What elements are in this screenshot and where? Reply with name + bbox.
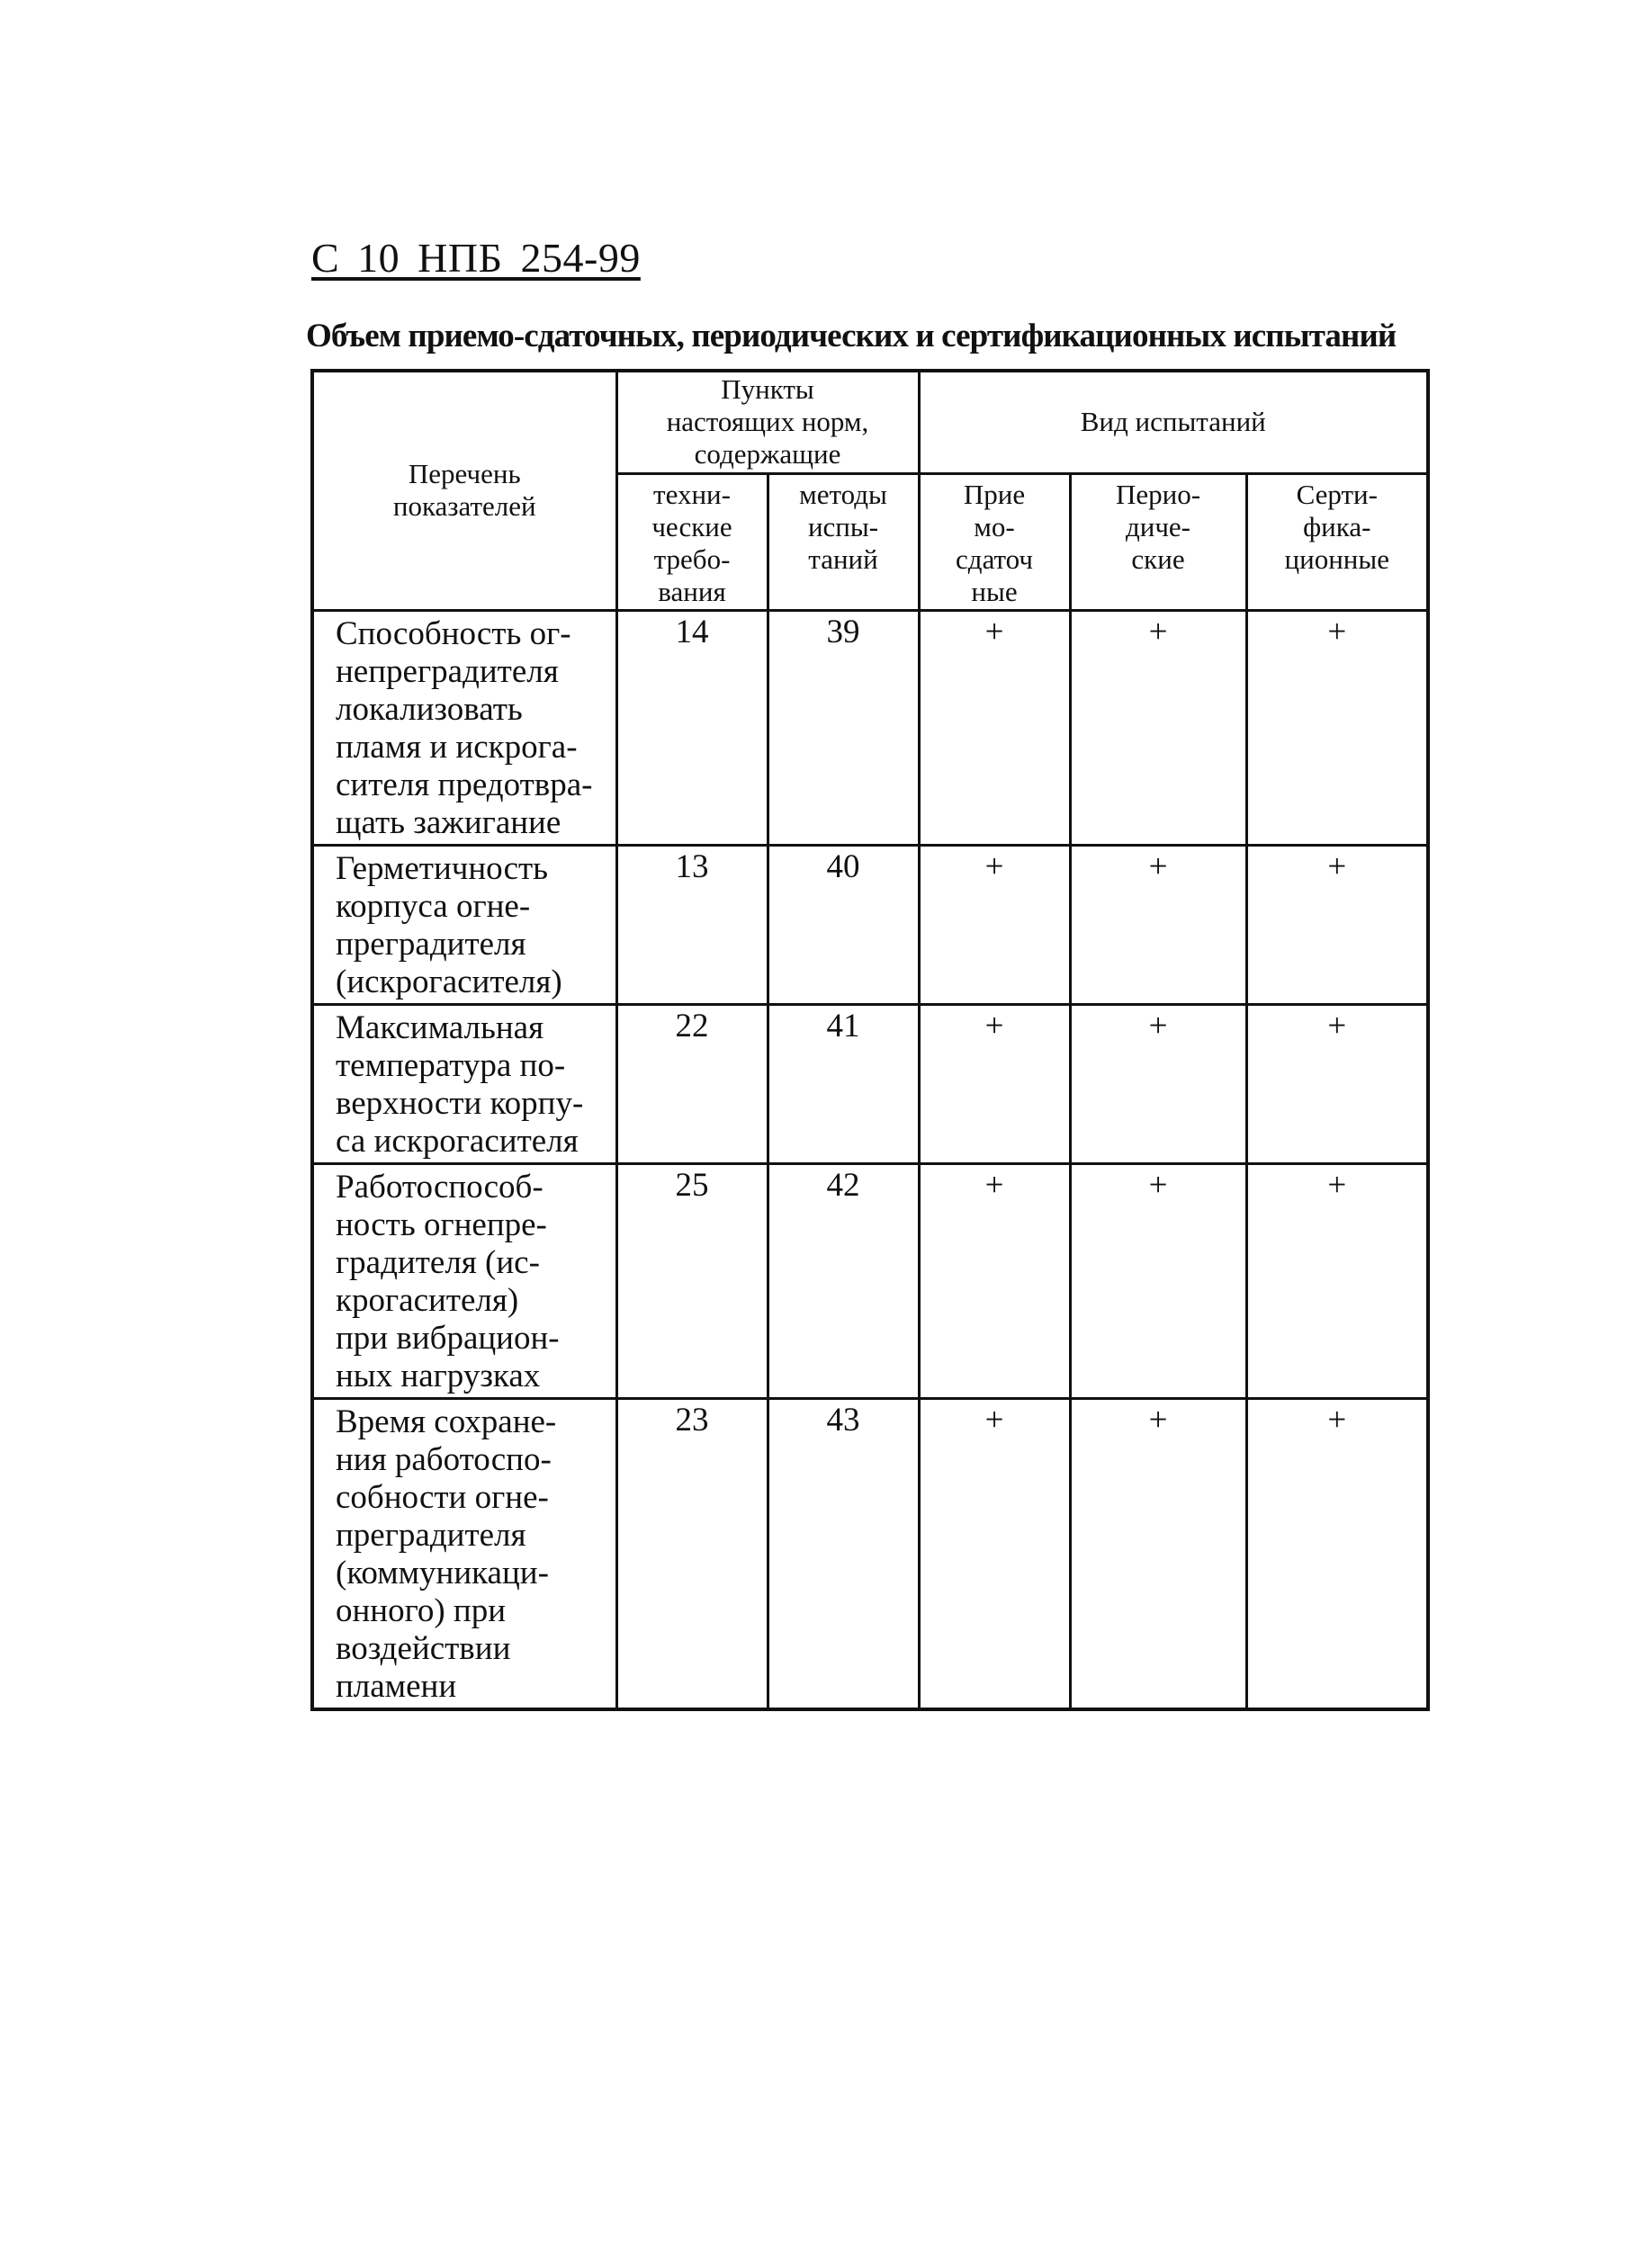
periodic-cell: + xyxy=(1070,1004,1246,1163)
acceptance-cell: + xyxy=(919,610,1070,845)
periodic-cell: + xyxy=(1070,610,1246,845)
periodic-cell: + xyxy=(1070,1163,1246,1398)
table-row xyxy=(312,1398,1428,1709)
certification-cell: + xyxy=(1246,845,1428,1004)
column-header-test-methods: методы испы- таний xyxy=(768,473,919,610)
header-row-group xyxy=(312,371,1428,473)
tech-req-cell: 13 xyxy=(616,845,768,1004)
test-scope-table xyxy=(310,369,1430,1711)
table-row xyxy=(312,1163,1428,1398)
periodic-cell: + xyxy=(1070,1398,1246,1709)
test-method-cell: 41 xyxy=(768,1004,919,1163)
column-group-header-test-types: Вид испытаний xyxy=(919,371,1428,473)
indicator-cell: Способность ог- непреградителя локализовать пламя и искрога- сителя предотвра- щать зажигание xyxy=(312,610,616,845)
certification-cell: + xyxy=(1246,1163,1428,1398)
table-title: Объем приемо-сдаточных, периодических и сертификационных испытаний xyxy=(306,318,1397,354)
indicator-cell: Время сохране- ния работоспо- собности огне- преградителя (коммуникаци- онного) при воздействии пламени xyxy=(312,1398,616,1709)
certification-cell: + xyxy=(1246,610,1428,845)
column-header-indicators: Перечень показателей xyxy=(312,371,616,610)
column-header-periodic: Перио- диче- ские xyxy=(1070,473,1246,610)
tech-req-cell: 23 xyxy=(616,1398,768,1709)
acceptance-cell: + xyxy=(919,1398,1070,1709)
acceptance-cell: + xyxy=(919,1163,1070,1398)
indicator-cell: Максимальная температура по- верхности корпу- са искрогасителя xyxy=(312,1004,616,1163)
test-method-cell: 43 xyxy=(768,1398,919,1709)
column-header-tech-requirements: техни- ческие требо- вания xyxy=(616,473,768,610)
tech-req-cell: 14 xyxy=(616,610,768,845)
test-method-cell: 42 xyxy=(768,1163,919,1398)
periodic-cell: + xyxy=(1070,845,1246,1004)
table-row xyxy=(312,845,1428,1004)
tech-req-cell: 22 xyxy=(616,1004,768,1163)
indicator-cell: Герметичность корпуса огне- преградителя (искрогасителя) xyxy=(312,845,616,1004)
table-row xyxy=(312,1004,1428,1163)
acceptance-cell: + xyxy=(919,845,1070,1004)
column-header-acceptance: Прие мо- сдаточ ные xyxy=(919,473,1070,610)
indicator-cell: Работоспособ- ность огнепре- градителя (ис- крогасителя) при вибрацион- ных нагрузках xyxy=(312,1163,616,1398)
column-header-certification: Серти- фика- ционные xyxy=(1246,473,1428,610)
page-header: С 10 НПБ 254-99 xyxy=(311,235,641,281)
certification-cell: + xyxy=(1246,1398,1428,1709)
acceptance-cell: + xyxy=(919,1004,1070,1163)
table-row xyxy=(312,610,1428,845)
column-group-header-points: Пункты настоящих норм, содержащие xyxy=(616,371,919,473)
tech-req-cell: 25 xyxy=(616,1163,768,1398)
test-method-cell: 40 xyxy=(768,845,919,1004)
certification-cell: + xyxy=(1246,1004,1428,1163)
test-method-cell: 39 xyxy=(768,610,919,845)
